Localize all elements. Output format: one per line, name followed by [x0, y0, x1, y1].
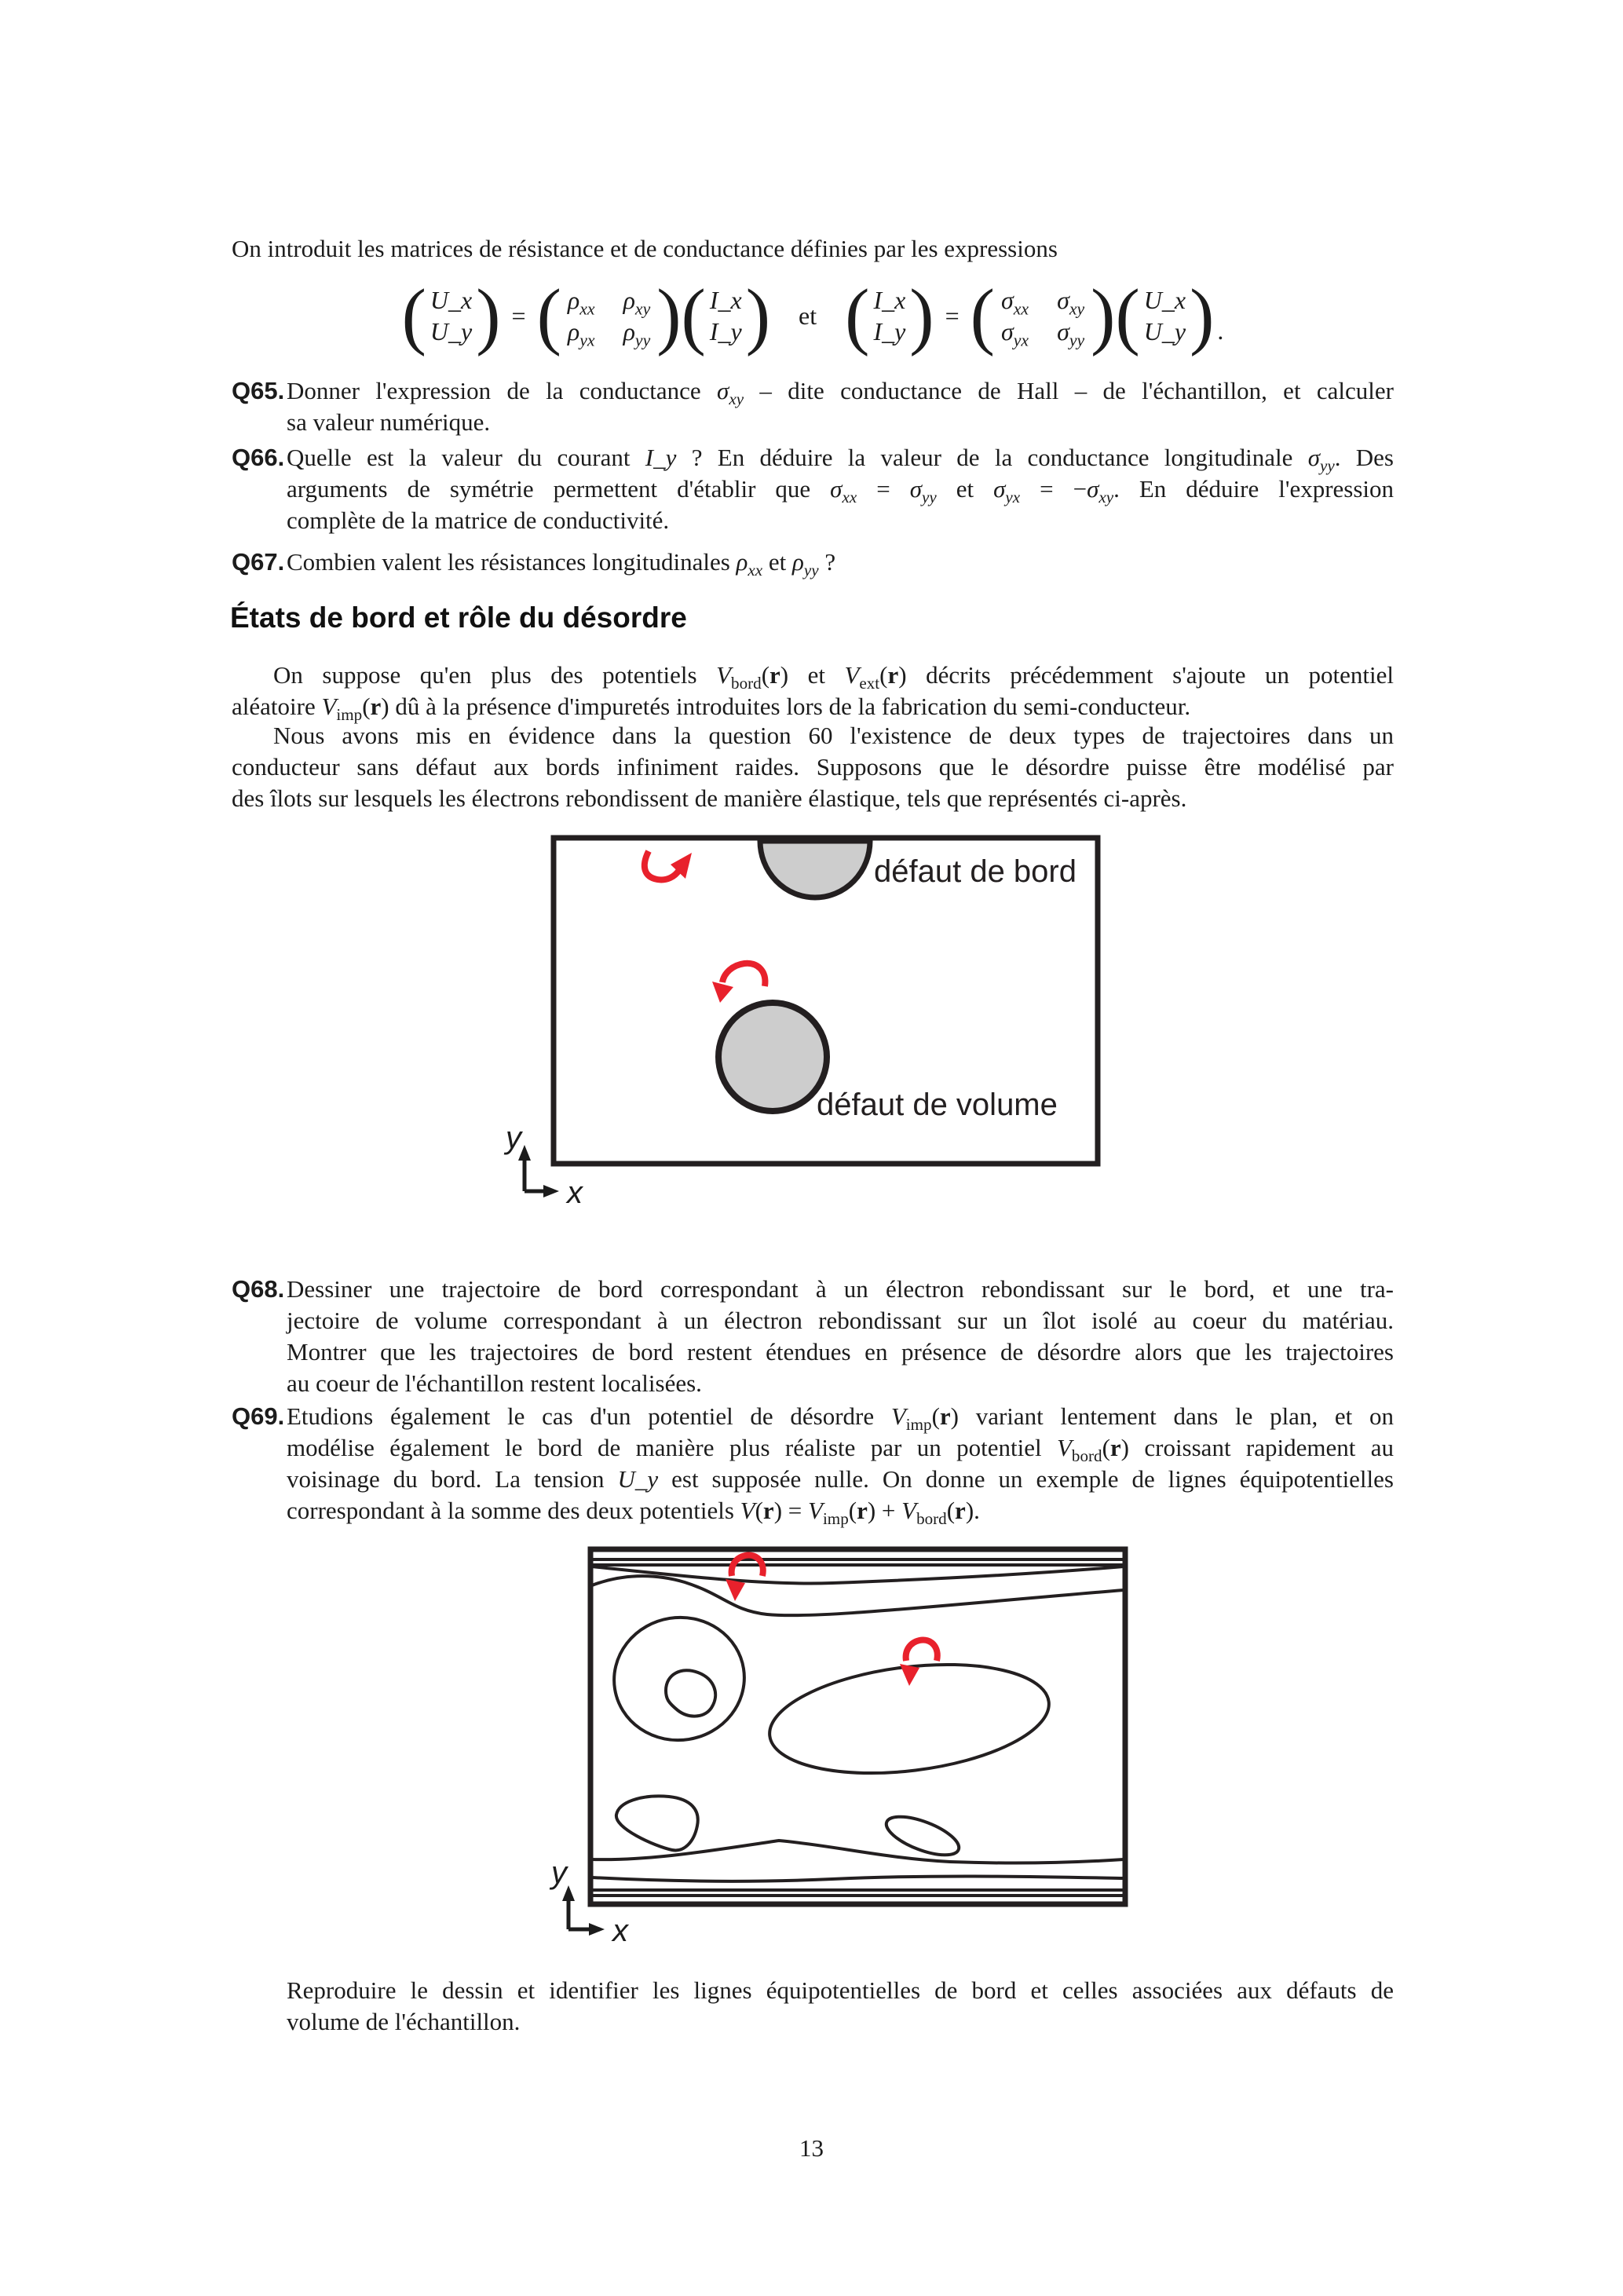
paragraph-potentials: [232, 660, 1394, 725]
closing-paragraph: [287, 1975, 1394, 2038]
text-line: sa valeur numérique.: [287, 408, 491, 436]
right-paren: ): [656, 273, 682, 357]
matrix-entry: $\rho_{yx}$: [567, 317, 595, 350]
text-line: aléatoire $V_{imp}(r)$ dû à la présence d'impuretés introduites lors de la fabrication du semi-conducteur.: [232, 693, 1191, 725]
text-line: Combien valent les résistances longitudinales $\rho_{xx}$ et $\rho_{yy}$ ?: [287, 548, 836, 580]
figure-defects: [495, 824, 1123, 1221]
y-axis-label: y: [551, 1855, 567, 1890]
text-line: jectoire de volume correspondant à un électron rebondissant sur un îlot isolé au coeur du matériau.: [287, 1307, 1394, 1334]
rotation-arrow-icon: [726, 1556, 763, 1601]
vector-entry: I_y: [873, 317, 906, 345]
left-paren: (: [845, 273, 870, 357]
section-heading: États de bord et rôle du désordre: [230, 601, 687, 634]
matrix-entry: $\sigma_{xx}$: [1000, 286, 1029, 319]
question-q66: [232, 442, 1394, 536]
matrix-entry: $\rho_{xx}$: [567, 286, 595, 319]
edge-defect-shape: [760, 841, 870, 898]
volume-defect-shape: [718, 1003, 827, 1111]
intro-line: On introduit les matrices de résistance et de conductance définies par les expressions: [232, 235, 1058, 262]
question-text: [287, 375, 1394, 438]
vector-entry: U_y: [1143, 317, 1186, 345]
paragraph-trajectories: [232, 720, 1394, 814]
rotation-arrow-icon: [900, 1640, 938, 1686]
rotation-arrow-icon: [645, 851, 692, 879]
page-number: 13: [799, 2134, 824, 2162]
right-paren: ): [1091, 273, 1116, 357]
question-label: Q67.: [232, 548, 285, 576]
question-q69: [232, 1401, 1395, 1529]
right-paren: ): [909, 273, 934, 357]
text-line: On suppose qu'en plus des potentiels $V_{bord}(r)$ et $V_{ext}(r)$ décrits précédemment s'ajoute un potentiel: [273, 661, 1394, 693]
text-line: correspondant à la somme des deux potentiels $V(r) = V_{imp}(r) + V_{bord}(r)$.: [287, 1497, 980, 1529]
edge-defect-label: défaut de bord: [874, 854, 1077, 889]
vector-entry: U_x: [430, 286, 473, 314]
conductance-matrix: [995, 285, 1091, 350]
rotation-arrow-icon: [712, 963, 765, 1003]
text-line: voisinage du bord. La tension U_y est supposée nulle. On donne un exemple de lignes équipotentielles: [287, 1465, 1394, 1493]
axes-icon: [562, 1885, 605, 1936]
y-axis-label: y: [506, 1121, 521, 1155]
text-line: modélise également le bord de manière plus réaliste par un potentiel $V_{bord}(r)$ croissant rapidement au: [287, 1434, 1395, 1466]
equals-sign: =: [945, 301, 960, 330]
equals-sign: =: [511, 301, 526, 330]
text-line: Dessiner une trajectoire de bord correspondant à un électron rebondissant sur le bord, et une tra-: [287, 1275, 1394, 1303]
matrix-entry: $\rho_{xy}$: [623, 286, 651, 319]
left-paren: (: [681, 273, 706, 357]
text-line: Donner l'expression de la conductance $\sigma_{xy}$ – dite conductance de Hall – de l'échantillon, et calculer: [287, 377, 1394, 409]
volume-defect-label: défaut de volume: [817, 1088, 1058, 1122]
text-line: Quelle est la valeur du courant I_y ? En déduire la valeur de la conductance longitudinale $\sigma_{yy}$. Des: [287, 444, 1394, 476]
text-line: volume de l'échantillon.: [287, 2008, 521, 2035]
vector-entry: I_x: [873, 286, 906, 314]
x-axis-label: x: [612, 1914, 628, 1948]
matrix-entry: $\rho_{yy}$: [623, 317, 651, 350]
left-paren: (: [970, 273, 995, 357]
text-line: au coeur de l'échantillon restent localisées.: [287, 1369, 702, 1397]
text-line: Reproduire le dessin et identifier les lignes équipotentielles de bord et celles associées aux défauts de: [287, 1976, 1394, 2004]
matrix-entry: $\sigma_{xy}$: [1057, 286, 1085, 319]
question-label: Q65.: [232, 377, 285, 404]
matrix-entry: $\sigma_{yy}$: [1057, 317, 1085, 350]
right-paren: ): [1190, 273, 1215, 357]
x-axis-label: x: [567, 1175, 583, 1210]
question-label: Q66.: [232, 444, 285, 471]
text-line: conducteur sans défaut aux bords infiniment raides. Supposons que le désordre puisse être modélisé par: [232, 753, 1394, 781]
question-text: [287, 442, 1394, 536]
text-line: Nous avons mis en évidence dans la question 60 l'existence de deux types de trajectoires dans un: [273, 722, 1394, 749]
question-text: [287, 1401, 1395, 1529]
text-line: complète de la matrice de conductivité.: [287, 506, 670, 534]
matrix-equation: [232, 273, 1394, 357]
question-label: Q68.: [232, 1275, 285, 1303]
intro-paragraph: [232, 233, 1394, 265]
text-line: Etudions également le cas d'un potentiel de désordre $V_{imp}(r)$ variant lentement dans le plan, et on: [287, 1402, 1394, 1435]
question-label: Q69.: [232, 1402, 285, 1430]
text-line: Montrer que les trajectoires de bord restent étendues en présence de désordre alors que les trajectoires: [287, 1338, 1394, 1366]
vector-entry: I_y: [709, 317, 742, 345]
resistance-matrix: [561, 285, 656, 350]
question-q68: [232, 1274, 1394, 1399]
question-q67: [232, 547, 1394, 578]
question-q65: [232, 375, 1394, 438]
vector-entry: I_x: [709, 286, 742, 314]
text-line: arguments de symétrie permettent d'établir que $\sigma_{xx} = \sigma_{yy}$ et $\sigma_{yx} = -\sigma_{xy}$. En déduire l'expression: [287, 475, 1395, 507]
vector-entry: U_x: [1143, 286, 1186, 314]
left-paren: (: [401, 273, 426, 357]
question-text: [287, 1274, 1394, 1399]
vector-entry: U_y: [430, 317, 473, 345]
right-paren: ): [476, 273, 501, 357]
equation-period: .: [1217, 316, 1224, 345]
et-word: et: [799, 301, 817, 330]
question-text: [287, 547, 1394, 578]
left-paren: (: [1115, 273, 1140, 357]
text-line: des îlots sur lesquels les électrons rebondissent de manière élastique, tels que représentés ci-après.: [232, 784, 1187, 812]
right-paren: ): [745, 273, 771, 357]
figure-equipotentials: [495, 1535, 1135, 1959]
left-paren: (: [536, 273, 561, 357]
matrix-entry: $\sigma_{yx}$: [1000, 317, 1029, 350]
equipotential-lines: [592, 1559, 1124, 1896]
